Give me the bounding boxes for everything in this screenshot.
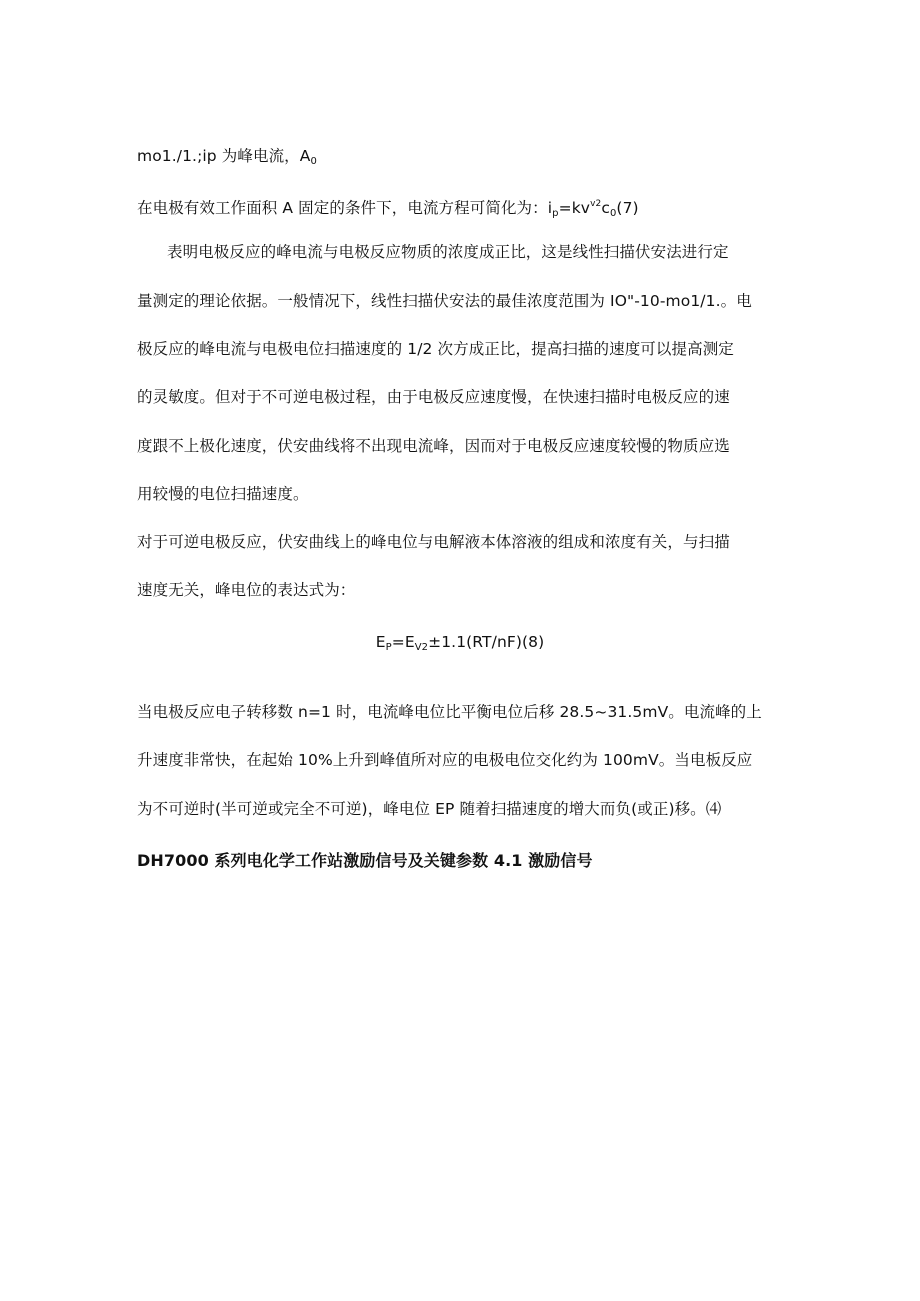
text-line-current-equation — [137, 194, 639, 224]
paragraph-line: 用较慢的电位扫描速度。 — [137, 485, 309, 503]
text-span: =E — [391, 633, 415, 651]
paragraph-line: 度跟不上极化速度，伏安曲线将不出现电流峰，因而对于电极反应速度较慢的物质应选 — [137, 437, 730, 455]
subscript: 0 — [609, 208, 617, 219]
paragraph-line: 对于可逆电极反应，伏安曲线上的峰电位与电解液本体溶液的组成和浓度有关，与扫描 — [137, 533, 730, 551]
text-span: =kv — [558, 199, 591, 217]
paragraph-line: 量测定的理论依据。一般情况下，线性扫描伏安法的最佳浓度范围为 IO"-10-mo1∕1.。电 — [137, 292, 752, 310]
subscript: p — [552, 208, 559, 219]
text-span: mo1./1.;ip 为峰电流，A — [137, 147, 311, 165]
paragraph-line: 的灵敏度。但对于不可逆电极过程，由于电极反应速度慢，在快速扫描时电极反应的速 — [137, 388, 730, 406]
equation-line — [0, 632, 920, 658]
paragraph-line: 极反应的峰电流与电极电位扫描速度的 1/2 次方成正比，提高扫描的速度可以提高测定 — [137, 340, 734, 358]
paragraph-line: 为不可逆时(半可逆或完全不可逆)，峰电位 EP 随着扫描速度的增大而负(或正)移。⑷ — [137, 800, 722, 818]
text-span: c — [601, 199, 610, 217]
paragraph-line: 升速度非常快，在起始 10%上升到峰值所对应的电极电位交化约为 100mV。当电板反应 — [137, 751, 753, 769]
paragraph-line: 速度无关，峰电位的表达式为： — [137, 581, 356, 599]
text-span: E — [375, 633, 386, 651]
subscript: P — [385, 642, 392, 653]
subscript: V2 — [414, 642, 429, 653]
text-span: 在电极有效工作面积 A 固定的条件下，电流方程可简化为：i — [137, 199, 553, 217]
subscript: 0 — [310, 156, 317, 167]
section-heading: DH7000 系列电化学工作站激励信号及关键参数 4.1 激励信号 — [137, 851, 593, 870]
text-line-units — [137, 146, 317, 172]
text-span: ±1.1(RT∕nF)(8) — [428, 633, 545, 651]
paragraph-line: 当电极反应电子转移数 n=1 时，电流峰电位比平衡电位后移 28.5~31.5mV。电流峰的上 — [137, 703, 762, 721]
paragraph-line: 表明电极反应的峰电流与电极反应物质的浓度成正比，这是线性扫描伏安法进行定 — [167, 243, 729, 261]
text-span: (7) — [616, 199, 639, 217]
superscript: v2 — [590, 199, 602, 209]
